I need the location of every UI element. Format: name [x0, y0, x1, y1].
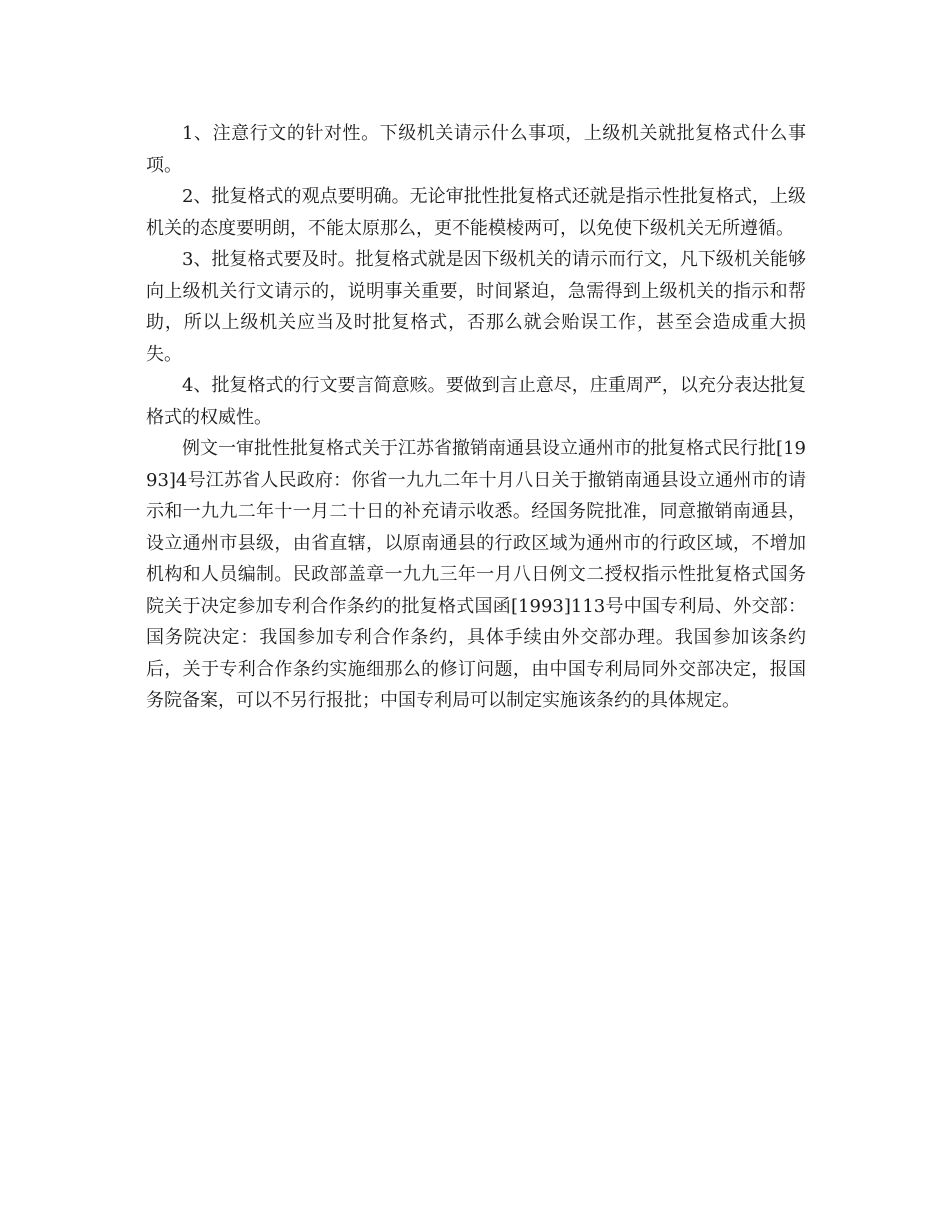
paragraph-3: 3、批复格式要及时。批复格式就是因下级机关的请示而行文，凡下级机关能够向上级机关行文请示的，说明事关重要，时间紧迫，急需得到上级机关的指示和帮助，所以上级机关应当及时批复格式，否那么就会贻误工作，甚至会造成重大损失。: [146, 249, 806, 365]
paragraph-2: 2、批复格式的观点要明确。无论审批性批复格式还就是指示性批复格式，上级机关的态度要明朗，不能太原那么，更不能模棱两可，以免使下级机关无所遵循。: [146, 186, 806, 239]
paragraph-5: 例文一审批性批复格式关于江苏省撤销南通县设立通州市的批复格式民行批[1993]4号江苏省人民政府：你省一九九二年十月八日关于撤销南通县设立通州市的请示和一九九二年十一月二十日的补充请示收悉。经国务院批准，同意撤销南通县，设立通州市县级，由省直辖，以原南通县的行政区域为通州市的行政区域，不增加机构和人员编制。民政部盖章一九九三年一月八日例文二授权指示性批复格式国务院关于决定参加专利合作条约的批复格式国函[1993]113号中国专利局、外交部：国务院决定：我国参加专利合作条约，具体手续由外交部办理。我国参加该条约后，关于专利合作条约实施细那么的修订问题，由中国专利局同外交部决定，报国务院备案，可以不另行报批；中国专利局可以制定实施该条约的具体规定。: [146, 438, 806, 711]
document-body: [146, 118, 806, 717]
paragraph-1: 1、注意行文的针对性。下级机关请示什么事项，上级机关就批复格式什么事项。: [146, 123, 806, 176]
paragraph-4: 4、批复格式的行文要言简意赅。要做到言止意尽，庄重周严，以充分表达批复格式的权威性。: [146, 375, 806, 428]
